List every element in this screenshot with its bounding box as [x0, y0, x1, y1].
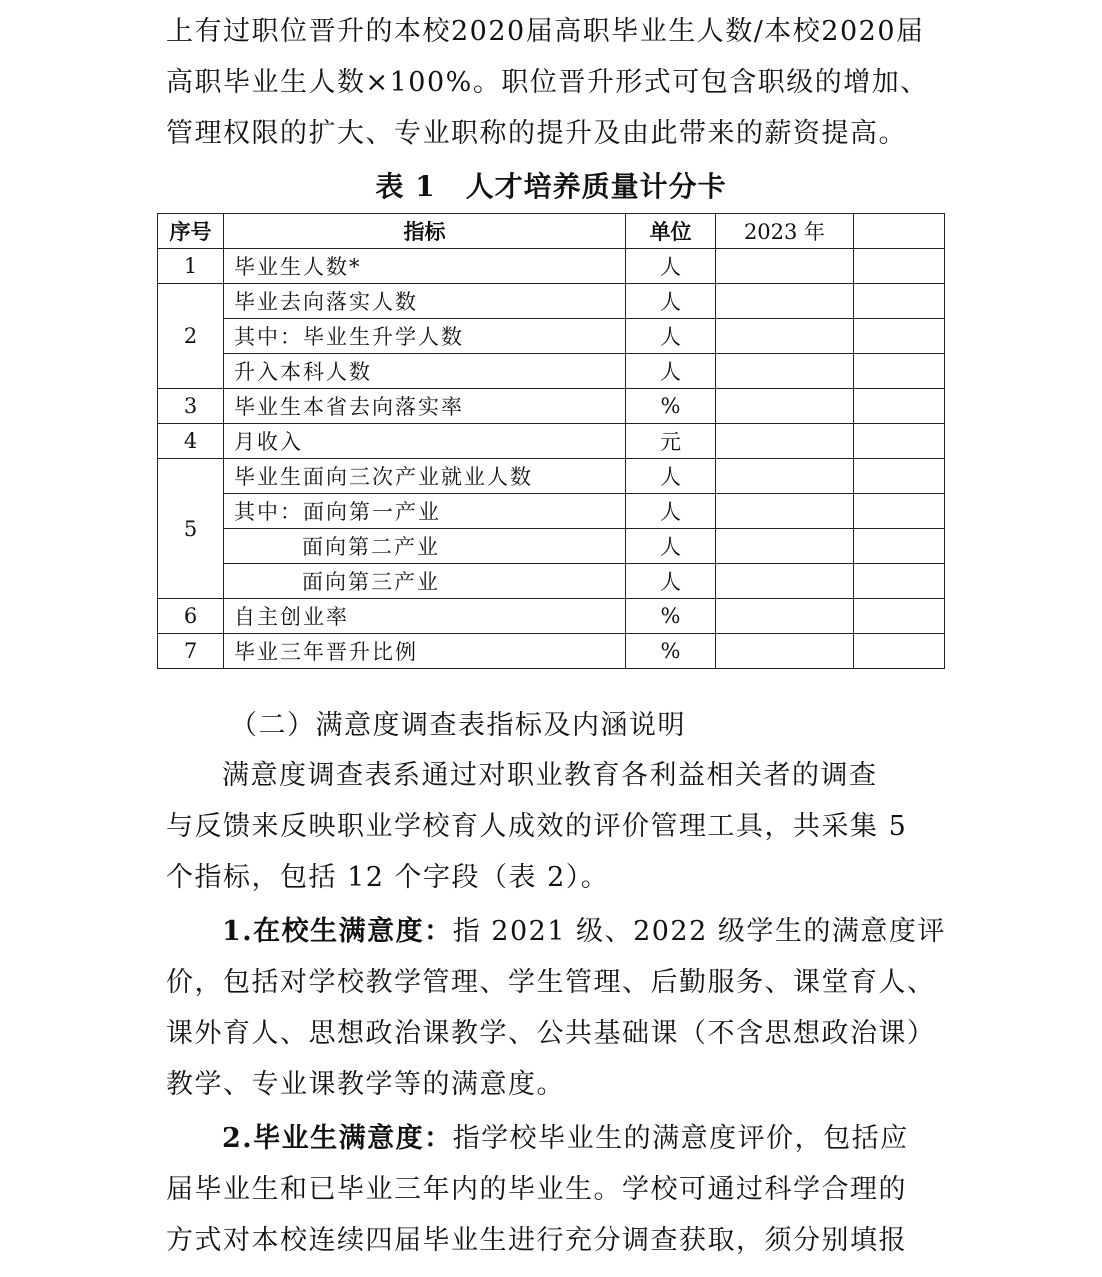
indicator-cell: 毕业生本省去向落实率: [224, 389, 626, 424]
indicator-cell: 毕业三年晋升比例: [224, 634, 626, 669]
item-graduate-satisfaction: [166, 1113, 936, 1266]
paragraph-line: 届毕业生和已毕业三年内的毕业生。学校可通过科学合理的: [166, 1174, 907, 1205]
seq-cell: 7: [158, 634, 224, 669]
table-row: [158, 564, 945, 599]
indicator-cell: 毕业生面向三次产业就业人数: [224, 459, 626, 494]
header-indicator: 指标: [224, 214, 626, 249]
intro-line: 上有过职位晋升的本校2020届高职毕业生人数/本校2020届: [166, 16, 925, 47]
intro-line: 管理权限的扩大、专业职称的提升及由此带来的薪资提高。: [166, 118, 907, 149]
extra-cell: [854, 319, 945, 354]
table-row: [158, 284, 945, 319]
indicator-cell: 面向第三产业: [224, 564, 626, 599]
unit-cell: 人: [626, 564, 716, 599]
header-year: 2023 年: [716, 214, 854, 249]
item-student-satisfaction: [166, 906, 946, 1110]
paragraph-line: 个指标，包括 12 个字段（表 2）。: [166, 862, 610, 893]
unit-cell: 人: [626, 284, 716, 319]
extra-cell: [854, 599, 945, 634]
seq-cell: 3: [158, 389, 224, 424]
paragraph-line: 教学、专业课教学等的满意度。: [166, 1069, 565, 1100]
indicator-cell: 毕业去向落实人数: [224, 284, 626, 319]
item-label: 2.毕业生满意度：: [222, 1123, 453, 1154]
table-row: [158, 459, 945, 494]
unit-cell: %: [626, 634, 716, 669]
paragraph-line: 满意度调查表系通过对职业教育各利益相关者的调查: [222, 760, 878, 791]
seq-cell: 1: [158, 249, 224, 284]
table-row: [158, 354, 945, 389]
paragraph-line: [166, 906, 946, 957]
extra-cell: [854, 389, 945, 424]
value-cell: [716, 564, 854, 599]
indicator-cell: 其中：面向第一产业: [224, 494, 626, 529]
table-row: [158, 319, 945, 354]
unit-cell: 人: [626, 249, 716, 284]
section-heading: （二）满意度调查表指标及内涵说明: [230, 710, 686, 741]
table-row: [158, 529, 945, 564]
seq-cell: 6: [158, 599, 224, 634]
table-caption-title: 人才培养质量计分卡: [465, 170, 727, 203]
paragraph-line: 与反馈来反映职业学校育人成效的评价管理工具，共采集 5: [166, 811, 908, 842]
paragraph-line: 方式对本校连续四届毕业生进行充分调查获取，须分别填报: [166, 1225, 907, 1256]
extra-cell: [854, 459, 945, 494]
indicator-cell: 自主创业率: [224, 599, 626, 634]
table-row: [158, 249, 945, 284]
value-cell: [716, 319, 854, 354]
table-header-row: [158, 214, 945, 249]
value-cell: [716, 354, 854, 389]
unit-cell: 元: [626, 424, 716, 459]
value-cell: [716, 424, 854, 459]
unit-cell: %: [626, 389, 716, 424]
indicator-cell: 升入本科人数: [224, 354, 626, 389]
value-cell: [716, 284, 854, 319]
value-cell: [716, 634, 854, 669]
table-row: [158, 424, 945, 459]
extra-cell: [854, 494, 945, 529]
paragraph-line: 价，包括对学校教学管理、学生管理、后勤服务、课堂育人、: [166, 967, 936, 998]
value-cell: [716, 494, 854, 529]
value-cell: [716, 599, 854, 634]
seq-cell: 2: [158, 284, 224, 389]
unit-cell: %: [626, 599, 716, 634]
extra-cell: [854, 634, 945, 669]
survey-paragraph: [166, 750, 936, 903]
indicator-cell: 月收入: [224, 424, 626, 459]
unit-cell: 人: [626, 459, 716, 494]
table-row: [158, 599, 945, 634]
table-row: [158, 634, 945, 669]
header-seq: 序号: [158, 214, 224, 249]
extra-cell: [854, 529, 945, 564]
indicator-cell: 毕业生人数*: [224, 249, 626, 284]
table-caption: [0, 165, 1102, 205]
seq-cell: 5: [158, 459, 224, 599]
unit-cell: 人: [626, 529, 716, 564]
table-caption-number: 表 1: [375, 170, 436, 203]
table-row: [158, 494, 945, 529]
extra-cell: [854, 564, 945, 599]
header-unit: 单位: [626, 214, 716, 249]
table-row: [158, 389, 945, 424]
extra-cell: [854, 284, 945, 319]
item-label: 1.在校生满意度：: [222, 916, 453, 947]
value-cell: [716, 389, 854, 424]
unit-cell: 人: [626, 494, 716, 529]
item-text: 指学校毕业生的满意度评价，包括应: [452, 1123, 909, 1154]
seq-cell: 4: [158, 424, 224, 459]
unit-cell: 人: [626, 319, 716, 354]
header-extra: [854, 214, 945, 249]
talent-scorecard-table: [157, 213, 945, 669]
extra-cell: [854, 249, 945, 284]
extra-cell: [854, 424, 945, 459]
value-cell: [716, 249, 854, 284]
paragraph-line: [166, 1113, 936, 1164]
indicator-cell: 面向第二产业: [224, 529, 626, 564]
item-text: 指 2021 级、2022 级学生的满意度评: [452, 916, 946, 947]
indicator-cell: 其中：毕业生升学人数: [224, 319, 626, 354]
intro-paragraph: [166, 6, 936, 159]
value-cell: [716, 529, 854, 564]
intro-line: 高职毕业生人数×100%。职位晋升形式可包含职级的增加、: [166, 67, 929, 98]
paragraph-line: 课外育人、思想政治课教学、公共基础课（不含思想政治课）: [166, 1018, 936, 1049]
unit-cell: 人: [626, 354, 716, 389]
value-cell: [716, 459, 854, 494]
extra-cell: [854, 354, 945, 389]
